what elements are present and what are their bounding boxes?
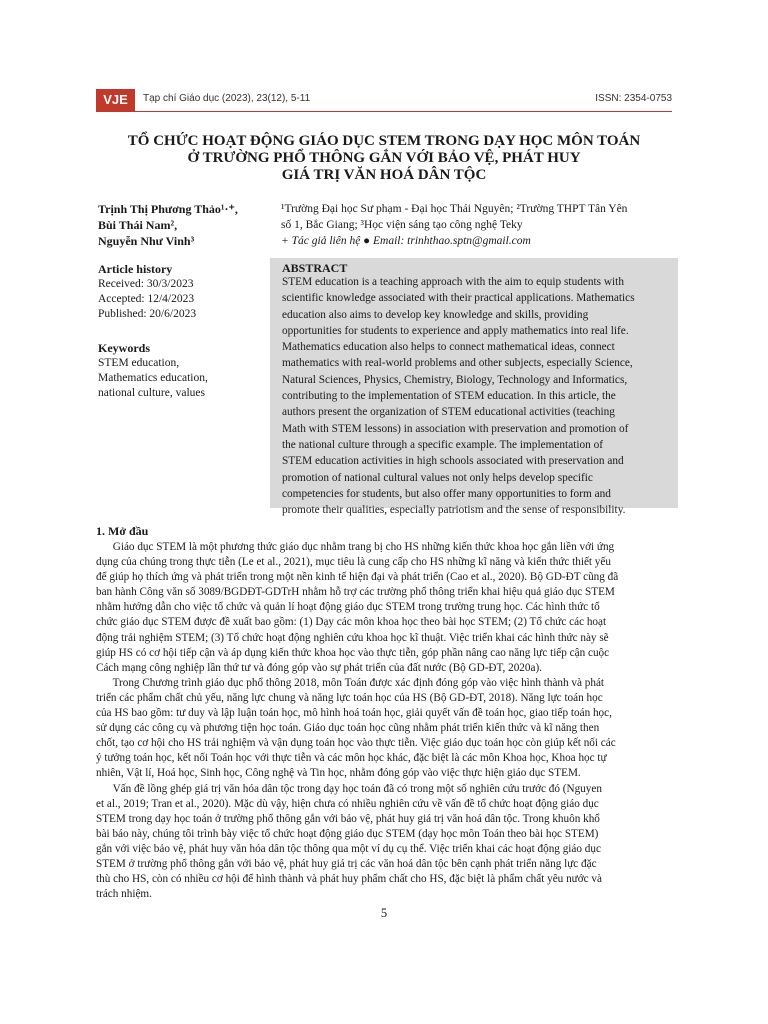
- body-text: [96, 540, 674, 902]
- published-date: Published: 20/6/2023: [98, 308, 197, 320]
- received-date: Received: 30/3/2023: [98, 278, 194, 290]
- author-name: Trịnh Thị Phương Thảo¹·⁺,: [98, 202, 238, 216]
- body-line: Vấn đề lồng ghép giá trị văn hóa dân tộc trong dạy học toán đã có trong một số nghiên cứu trước đó (Nguyen: [96, 782, 602, 795]
- title-line: Ở TRƯỜNG PHỔ THÔNG GẮN VỚI BẢO VỆ, PHÁT HUY: [187, 150, 581, 166]
- body-line: STEM trong dạy học toán ở trường phổ thông gắn với bảo vệ, phát huy giá trị văn hoá dân tộc. Trong khuôn khổ: [96, 812, 600, 825]
- journal-header: [96, 89, 672, 111]
- keywords-heading: Keywords: [98, 341, 150, 355]
- abstract-line: Mathematics education also helps to connect mathematical ideas, connect: [282, 341, 615, 354]
- body-line: động trải nghiệm STEM; (3) Tổ chức hoạt động nghiên cứu khoa học kĩ thuật. Việc triển khai các hình thức này sẽ: [96, 631, 609, 644]
- abstract-line: competencies for students, but also offer many opportunities to form and: [282, 487, 611, 500]
- header-divider: [96, 111, 672, 112]
- accepted-date: Accepted: 12/4/2023: [98, 293, 195, 305]
- body-line: của HS bao gồm: tư duy và lập luận toán học, mô hình hoá toán học, giải quyết vấn đề toán học, giao tiếp toán học,: [96, 707, 612, 720]
- author-name: Bùi Thái Nam²,: [98, 218, 178, 232]
- keyword-item: STEM education,: [98, 357, 180, 369]
- article-title: [96, 133, 672, 184]
- body-line: nhiên, Vật lí, Hoá học, Sinh học, Công nghệ và Tin học, nhằm đóng góp vào việc thực hiện giáo dục STEM.: [96, 767, 581, 780]
- abstract-line: the national culture through a specific example. The implementation of: [282, 438, 604, 451]
- abstract-line: opportunities for students to experience and apply mathematics into real life.: [282, 324, 629, 337]
- body-line: gắn với việc bảo vệ, phát huy văn hóa dân tộc thông qua một ví dụ cụ thể. Việc triển khai các hoạt động giáo dục: [96, 842, 601, 855]
- corresponding-author-email: + Tác giả liên hệ ● Email: trinhthao.sptn@gmail.com: [281, 235, 531, 247]
- abstract-line: STEM education activities in high schools associated with preservation and: [282, 455, 624, 468]
- abstract-heading: ABSTRACT: [282, 261, 348, 275]
- journal-logo-badge: VJE: [96, 89, 135, 111]
- body-line: Giáo dục STEM là một phương thức giáo dục nhằm trang bị cho HS những kiến thức khoa học gắn liền với ứng: [96, 541, 615, 553]
- body-line: chốt, tạo cơ hội cho HS trải nghiệm và vận dụng toán học vào thực tiễn. Việc giáo dục toán học còn giúp kết nối các: [96, 737, 616, 750]
- body-line: et al., 2019; Tran et al., 2020). Mặc dù vậy, hiện chưa có nhiều nghiên cứu về vấn đề tổ chức hoạt động giáo dục: [96, 797, 599, 810]
- article-sidebar: [98, 262, 263, 401]
- body-line: chức giáo dục STEM được đề xuất bao gồm: (1) Dạy các môn khoa học theo bài học STEM; (2) Tổ chức các hoạt: [96, 616, 607, 629]
- body-line: giúp HS có cơ hội tiếp cận và áp dụng kiến thức khoa học vào thực tiễn, góp phần nâng cao năng lực tiếp cận cuộc: [96, 646, 610, 659]
- article-history-heading: Article history: [98, 262, 173, 276]
- abstract-line: mathematics with real-world problems and other subjects, especially Science,: [282, 357, 633, 370]
- body-line: sử dụng các công cụ và phương tiện học toán. Giáo dục toán học cũng nhằm phát triển kiến thức và kĩ năng then: [96, 722, 600, 735]
- abstract-line: scientific knowledge associated with their practical applications. Mathematics: [282, 292, 635, 305]
- title-line: GIÁ TRỊ VĂN HOÁ DÂN TỘC: [281, 167, 487, 183]
- section-heading: 1. Mở đầu: [96, 524, 149, 538]
- abstract-line: authors present the organization of STEM educational activities (teaching: [282, 406, 615, 419]
- body-line: Cách mạng công nghiệp lần thứ tư và đóng góp vào sự phát triển của đất nước (Bộ GD-ĐT, 2020a).: [96, 661, 542, 674]
- body-line: STEM ở trường phổ thông gắn với bảo vệ, phát huy giá trị các văn hoá dân tộc bên cạnh phát triển năng lực đặc: [96, 857, 597, 870]
- affiliations: [281, 201, 671, 249]
- body-line: Trong Chương trình giáo dục phổ thông 2018, môn Toán được xác định đóng góp vào việc hình thành và phát: [96, 676, 605, 689]
- journal-citation: Tạp chí Giáo dục (2023), 23(12), 5-11: [143, 93, 311, 104]
- affiliation-line: số 1, Bắc Giang; ³Học viện sáng tạo công nghệ Teky: [281, 219, 523, 231]
- abstract-line: STEM education is a teaching approach with the aim to equip students with: [282, 276, 624, 288]
- affiliation-line: ¹Trường Đại học Sư phạm - Đại học Thái Nguyên; ²Trường THPT Tân Yên: [281, 203, 628, 215]
- body-line: để giúp họ thích ứng và phát triển trong một nền kinh tế hiện đại và phát triển (Cao et al., 2020). Bộ GD-ĐT cũng đã: [96, 571, 619, 584]
- body-line: nhằm hướng dẫn cho việc tổ chức và quản lí hoạt động giáo dục STEM trong trường trung học. Các hình thức tổ: [96, 601, 600, 614]
- abstract-line: Math with STEM lessons) in association with preservation and promotion of: [282, 422, 629, 435]
- abstract-line: contributing to the implementation of STEM education. In this article, the: [282, 390, 616, 403]
- journal-issn: ISSN: 2354-0753: [595, 93, 672, 104]
- author-name: Nguyễn Như Vinh³: [98, 234, 195, 248]
- abstract-line: Natural Sciences, Physics, Chemistry, Biology, Technology and Informatics,: [282, 373, 628, 386]
- author-list: [98, 201, 273, 249]
- body-line: ban hành Công văn số 3089/BGDĐT-GDTrH nhằm hỗ trợ các trường phổ thông triển khai hiệu quả giáo dục STEM: [96, 586, 615, 599]
- body-line: trách nhiệm.: [96, 888, 152, 901]
- keyword-item: national culture, values: [98, 387, 205, 399]
- body-line: dụng của chúng trong thực tiễn (Le et al., 2021), mục tiêu là cung cấp cho HS những kĩ năng và kiến thức thiết yếu: [96, 556, 611, 569]
- title-line: TỔ CHỨC HOẠT ĐỘNG GIÁO DỤC STEM TRONG DẠY HỌC MÔN TOÁN: [127, 133, 641, 149]
- abstract-line: promotion of national cultural values not only helps develop specific: [282, 471, 593, 484]
- body-line: triển các phẩm chất chủ yếu, năng lực chung và năng lực toán học của HS (Bộ GD-ĐT, 2018). Năng lực toán học: [96, 691, 603, 704]
- keyword-item: Mathematics education,: [98, 372, 208, 384]
- body-line: ý tưởng toán học, kết nối Toán học với thực tiễn và các môn học khác, đặc biệt là các môn Khoa học, Khoa học tự: [96, 752, 607, 765]
- body-line: bài báo này, chúng tôi trình bày việc tổ chức hoạt động giáo dục STEM (dạy học môn Toán theo bài học STEM): [96, 827, 599, 840]
- abstract-box: [270, 258, 678, 517]
- abstract-line: education also aims to develop key knowledge and skills, providing: [282, 308, 589, 321]
- body-line: thù cho HS, còn có nhiều cơ hội để hình thành và phát huy phẩm chất cho HS, đặc biệt là phẩm chất yêu nước và: [96, 873, 602, 886]
- abstract-text: [282, 274, 670, 518]
- page-number: 5: [380, 906, 388, 920]
- abstract-line: promote their qualities, especially patriotism and the sense of responsibility.: [282, 504, 626, 517]
